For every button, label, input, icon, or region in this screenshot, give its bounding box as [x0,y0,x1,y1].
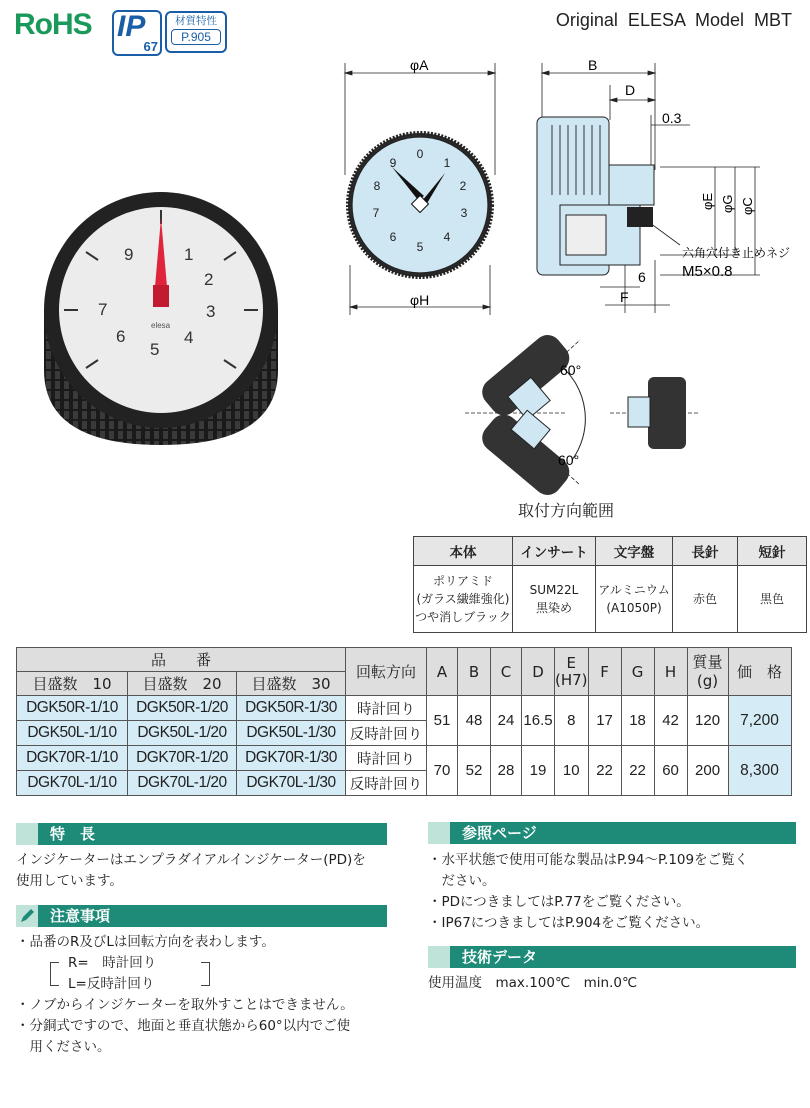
pt-c: 24 [491,696,522,746]
pt-a: 70 [427,746,458,796]
pt-code: DGK70R-1/30 [237,746,346,771]
pt-header-d: D [522,648,555,696]
material-spec-page: P.905 [171,29,221,45]
tech-bar-tab [428,946,450,968]
mt-body-3: つや消しブラック [415,610,511,624]
rl-legend [50,953,210,995]
caution-item-3b: 用ください。 [16,1039,111,1055]
reference-bar-tab [428,822,450,844]
technical-drawing [330,55,800,330]
pt-mass: 200 [687,746,728,796]
pt-b: 48 [458,696,491,746]
pt-h: 60 [654,746,687,796]
pt-e: 8 [555,696,589,746]
pt-direction: 反時計回り [346,771,427,796]
pt-header-e [555,648,589,696]
pt-header-e2: (H7) [555,670,588,689]
mt-header-long-hand: 長針 [673,537,738,566]
features-title: 特 長 [50,825,96,843]
pt-d: 16.5 [522,696,555,746]
front-dial-3: 3 [460,206,468,220]
pt-header-price: 価 格 [728,648,791,696]
features-line-1: インジケーターはエンプラダイアルインジケーター(PD)を [16,852,366,868]
tech-temperature: 使用温度 max.100℃ min.0℃ [428,975,638,991]
hand-hub [153,285,169,307]
front-dial-5: 5 [416,240,424,254]
photo-dial-5: 5 [150,340,160,359]
mt-body-1: ポリアミド [432,574,493,588]
pt-direction: 時計回り [346,746,427,771]
front-dial-4: 4 [443,230,451,244]
features-bar-tab [16,823,38,845]
rl-bracket-right [201,962,210,986]
reference-item-3[interactable]: ・IP67につきましてはP.904をご覧ください。 [428,915,710,931]
dim-03-label: 0.3 [662,110,682,126]
pt-code: DGK70L-1/20 [128,771,237,796]
angle-arc [560,365,585,460]
front-dial-7: 7 [372,206,380,220]
dim-g-label: φG [720,194,735,213]
pt-direction: 時計回り [346,696,427,721]
pt-price: 8,300 [728,746,791,796]
pt-header-part: 品 番 [17,648,346,672]
cautions-text [16,932,401,1058]
pt-f: 22 [588,746,621,796]
material-spec-title: 材質特性 [175,15,217,27]
pt-e: 10 [555,746,589,796]
material-spec-badge[interactable] [165,11,227,53]
pt-header-direction: 回転方向 [346,648,427,696]
dim-f-label: F [620,289,629,305]
r-definition: R= 時計回り [68,955,157,971]
mt-insert-2: 黒染め [535,601,572,615]
material-table [413,536,807,633]
reference-text [428,850,803,934]
pt-code: DGK50R-1/30 [237,696,346,721]
dim-b-label: B [588,57,598,73]
mount-range-caption: 取付方向範囲 [518,501,615,520]
tech-bar [428,946,796,968]
pt-header-c: C [491,648,522,696]
ip67-badge [112,10,162,56]
pt-header-div30: 目盛数 30 [237,672,346,696]
front-dial-2: 2 [459,179,467,193]
mt-dial-2: (A1050P) [606,601,662,615]
angle-top-label: 60° [560,362,582,378]
side-knob [648,377,686,449]
ip-badge-text: IP [117,10,146,43]
mt-insert-1: SUM22L [529,583,579,597]
cautions-bar-tab [16,905,38,927]
pt-b: 52 [458,746,491,796]
front-dial-1: 1 [443,156,451,170]
dim-a-label: φA [410,57,429,73]
pt-header-div10: 目盛数 10 [17,672,128,696]
caution-item-3a: ・分銅式ですので、地面と垂直状態から60°以内でご使 [16,1018,351,1034]
mt-header-insert: インサート [513,537,596,566]
pt-code: DGK70R-1/10 [17,746,128,771]
pt-a: 51 [427,696,458,746]
caution-item-2: ・ノブからインジケーターを取外すことはできません。 [16,997,354,1013]
pt-code: DGK70R-1/20 [128,746,237,771]
pt-g: 22 [621,746,654,796]
dim-h-label: φH [410,292,430,308]
mt-header-body: 本体 [414,537,513,566]
pt-direction: 反時計回り [346,721,427,746]
pt-d: 19 [522,746,555,796]
front-dial-0: 0 [416,147,424,161]
screw-size-label: M5×0.8 [682,263,733,280]
caution-item-1: ・品番のR及びLは回転方向を表わします。 [16,934,275,950]
cautions-title: 注意事項 [50,907,111,925]
pt-header-mass2: (g) [696,671,719,690]
mt-header-dial: 文字盤 [596,537,673,566]
pt-code: DGK50L-1/10 [17,721,128,746]
product-photo [36,180,286,450]
pt-header-f: F [588,648,621,696]
mt-long-hand: 赤色 [673,566,738,633]
pt-price: 7,200 [728,696,791,746]
pt-mass: 120 [687,696,728,746]
model-title: Original ELESA Model MBT [555,10,792,30]
mt-dial-cell [596,566,673,633]
pt-header-mass [687,648,728,696]
pt-g: 18 [621,696,654,746]
ip-badge-number: 67 [143,39,158,54]
side-shaft [627,207,653,227]
cautions-bar [16,905,387,927]
side-knob-hub [628,397,650,427]
front-dial-6: 6 [389,230,397,244]
pencil-icon [16,905,38,927]
photo-dial-2: 2 [204,270,214,289]
pt-code: DGK50R-1/10 [17,696,128,721]
tech-title: 技術データ [462,948,538,966]
pt-header-div20: 目盛数 20 [128,672,237,696]
features-line-2: 使用しています。 [16,873,123,889]
photo-dial-9: 9 [124,245,134,264]
dim-e-label: φE [700,192,715,210]
table-row [17,696,792,721]
pt-header-b: B [458,648,491,696]
pt-code: DGK50L-1/20 [128,721,237,746]
reference-bar [428,822,796,844]
mounting-diagram [460,335,710,495]
mt-dial-1: アルミニウム [598,583,670,597]
pt-code: DGK50L-1/30 [237,721,346,746]
dim-d-label: D [625,82,636,98]
rohs-logo: RoHS [14,8,92,41]
front-dial-9: 9 [389,156,397,170]
pt-h: 42 [654,696,687,746]
pt-f: 17 [588,696,621,746]
dim-c-label: φC [740,197,755,215]
features-bar [16,823,387,845]
side-insert [566,215,606,255]
side-hub [609,165,654,205]
reference-title: 参照ページ [462,824,537,842]
table-row [17,746,792,771]
pt-header-mass1: 質量 [692,652,723,671]
angle-bottom-label: 60° [558,452,580,468]
photo-dial-6: 6 [116,327,126,346]
photo-dial-3: 3 [206,302,216,321]
front-dial-8: 8 [373,179,381,193]
reference-item-2[interactable]: ・PDにつきましてはP.77をご覧ください。 [428,894,690,910]
reference-item-1a[interactable]: ・水平状態で使用可能な製品はP.94～P.109をご覧く [428,852,749,868]
features-text [16,850,396,892]
mt-insert-cell [513,566,596,633]
pt-header-h: H [654,648,687,696]
photo-dial-7: 7 [98,300,108,319]
photo-dial-4: 4 [184,328,194,347]
l-definition: L=反時計回り [68,976,155,992]
mt-body-cell [414,566,513,633]
reference-item-1b: ださい。 [428,873,496,889]
pt-header-g: G [621,648,654,696]
pt-code: DGK70L-1/10 [17,771,128,796]
product-table [16,647,792,796]
photo-brand: elesa [151,321,171,330]
pt-c: 28 [491,746,522,796]
dim-6-label: 6 [638,269,646,285]
mt-header-short-hand: 短針 [738,537,807,566]
pt-code: DGK70L-1/30 [237,771,346,796]
pt-header-e1: E [566,653,576,672]
mt-short-hand: 黒色 [738,566,807,633]
pt-code: DGK50R-1/20 [128,696,237,721]
rl-bracket-left [50,962,59,986]
pt-header-a: A [427,648,458,696]
photo-dial-1: 1 [184,245,194,264]
screw-label: 六角穴付き止めネジ [682,246,791,260]
mt-body-2: (ガラス繊維強化) [416,592,510,606]
